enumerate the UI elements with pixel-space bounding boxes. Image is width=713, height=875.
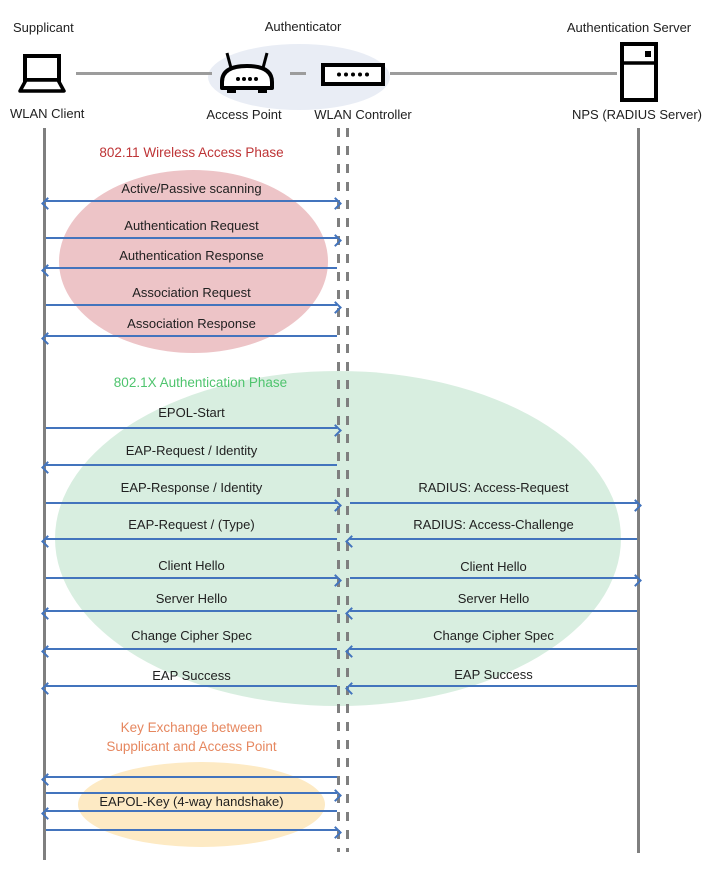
radius-server-lifeline (637, 128, 640, 853)
message-arrow (350, 610, 637, 612)
phase3-title-line2: Supplicant and Access Point (106, 739, 277, 754)
message-label: EPOL-Start (158, 405, 225, 420)
message-arrow (46, 464, 337, 466)
phase1-title: 802.11 Wireless Access Phase (99, 145, 284, 160)
message-arrow (46, 610, 337, 612)
message-label: EAP-Request / (Type) (128, 517, 255, 532)
supplicant-role-label: Supplicant (13, 20, 74, 35)
server-icon (620, 42, 658, 102)
client-to-ap-connector (76, 72, 212, 75)
wlan-controller-lifeline-inner (346, 128, 349, 852)
message-label: EAPOL-Key (4-way handshake) (99, 794, 284, 809)
message-label: Client Hello (158, 558, 225, 573)
message-arrow (46, 267, 337, 269)
message-label: EAP Success (152, 668, 231, 683)
wireless-router-icon (218, 51, 276, 94)
phase2-title: 802.1X Authentication Phase (113, 375, 288, 390)
message-label: EAP-Response / Identity (120, 480, 263, 495)
ap-to-controller-connector (290, 72, 306, 75)
message-arrow (46, 538, 337, 540)
message-label: Association Request (132, 285, 251, 300)
message-arrow (350, 685, 637, 687)
controller-box-icon (321, 63, 385, 86)
wlan-client-label: WLAN Client (10, 106, 85, 121)
message-arrow (46, 577, 337, 579)
message-label: Change Cipher Spec (131, 628, 252, 643)
message-label: Server Hello (457, 591, 530, 606)
message-label: Authentication Request (124, 218, 259, 233)
message-label: EAP-Request / Identity (125, 443, 258, 458)
message-arrow (46, 335, 337, 337)
wlan-controller-label: WLAN Controller (314, 107, 412, 122)
message-arrow (350, 538, 637, 540)
message-arrow (46, 304, 337, 306)
message-arrow (350, 502, 637, 504)
message-label: Client Hello (460, 559, 527, 574)
handshake-arrow (46, 776, 337, 778)
message-label: EAP Success (454, 667, 533, 682)
handshake-arrow (46, 810, 337, 812)
message-arrow (46, 427, 337, 429)
message-label: RADIUS: Access-Request (418, 480, 569, 495)
message-label: Active/Passive scanning (121, 181, 262, 196)
phase3-title-line1: Key Exchange between (120, 720, 263, 735)
message-arrow (350, 648, 637, 650)
message-label: Authentication Response (119, 248, 264, 263)
message-arrow (46, 200, 337, 202)
controller-to-server-connector (390, 72, 617, 75)
laptop-icon (12, 54, 72, 94)
message-label: RADIUS: Access-Challenge (413, 517, 574, 532)
access-point-label: Access Point (206, 107, 282, 122)
message-arrow (46, 237, 337, 239)
message-label: Association Response (127, 316, 256, 331)
message-arrow (46, 648, 337, 650)
authenticator-role-label: Authenticator (264, 19, 342, 34)
authentication-server-role-label: Authentication Server (566, 20, 692, 35)
handshake-arrow (46, 829, 337, 831)
nps-radius-server-label: NPS (RADIUS Server) (571, 107, 703, 122)
message-label: Change Cipher Spec (433, 628, 554, 643)
message-arrow (46, 685, 337, 687)
message-label: Server Hello (155, 591, 228, 606)
message-arrow (350, 577, 637, 579)
message-arrow (46, 502, 337, 504)
